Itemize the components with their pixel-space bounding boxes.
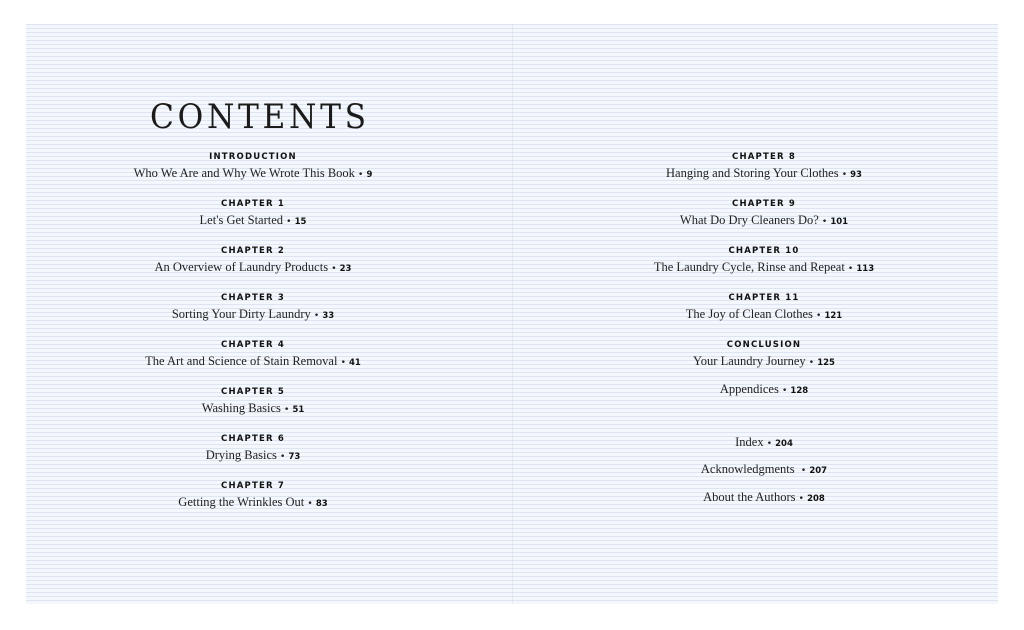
bullet-separator: • [358, 170, 364, 180]
entry-page-number: 208 [807, 494, 825, 504]
toc-entry [103, 244, 403, 276]
entry-label: CHAPTER 8 [732, 152, 796, 162]
entry-title: The Laundry Cycle, Rinse and Repeat [653, 260, 845, 274]
entry-title-line [103, 211, 403, 229]
entry-title: The Joy of Clean Clothes [685, 307, 813, 321]
toc-entry [103, 197, 403, 229]
entry-page-number: 51 [292, 405, 305, 415]
bullet-separator: • [781, 386, 788, 396]
entry-title: About the Authors [703, 490, 796, 504]
entry-page-number: 125 [817, 358, 835, 368]
entry-title-line [103, 305, 403, 323]
entry-label: CHAPTER 6 [221, 434, 285, 444]
bullet-separator: • [284, 405, 290, 415]
entry-title: Appendices [719, 382, 779, 396]
bullet-separator: • [307, 499, 313, 509]
entry-page-number: 41 [349, 358, 361, 368]
entry-page-number: 128 [790, 386, 809, 396]
entry-label: CHAPTER 11 [728, 293, 800, 303]
entry-page-number: 121 [824, 311, 843, 321]
bullet-separator: • [340, 358, 346, 368]
bullet-separator: • [798, 494, 804, 504]
toc-entry [103, 385, 403, 417]
entry-label: CHAPTER 7 [221, 481, 285, 491]
bullet-separator: • [800, 466, 807, 476]
toc-entry [103, 291, 403, 323]
entry-title-line [614, 488, 914, 506]
entry-title: Acknowledgments [700, 462, 798, 476]
entry-page-number: 113 [856, 264, 875, 274]
entry-label: CHAPTER 5 [221, 387, 285, 397]
entry-title: An Overview of Laundry Products [154, 260, 329, 274]
entry-label: CHAPTER 2 [221, 246, 285, 256]
toc-entry [103, 150, 403, 182]
entry-title: Washing Basics [201, 401, 281, 415]
bullet-separator: • [847, 264, 854, 274]
toc-entry [614, 488, 914, 506]
toc-entry [103, 479, 403, 511]
bullet-separator: • [286, 217, 292, 227]
entry-page-number: 23 [339, 264, 352, 274]
entry-title-line [103, 493, 403, 511]
entry-title-line [614, 164, 914, 182]
entry-title-line [614, 460, 914, 478]
entry-page-number: 207 [809, 466, 828, 476]
entry-title-line [103, 164, 403, 182]
entry-page-number: 83 [315, 499, 328, 509]
toc-entry [614, 244, 914, 276]
bullet-separator: • [331, 264, 337, 274]
entry-title-line [614, 433, 914, 451]
entry-page-number: 101 [830, 217, 849, 227]
entry-label: CHAPTER 4 [221, 340, 285, 350]
bullet-separator: • [313, 311, 320, 321]
toc-entry [614, 338, 914, 370]
entry-title: Your Laundry Journey [693, 354, 806, 368]
entry-label: INTRODUCTION [209, 152, 297, 162]
entry-label: CHAPTER 9 [732, 199, 796, 209]
entry-title-line [103, 352, 403, 370]
entry-title: What Do Dry Cleaners Do? [679, 213, 819, 227]
entry-title: Drying Basics [205, 448, 277, 462]
entry-page-number: 73 [288, 452, 301, 462]
bullet-separator: • [821, 217, 828, 227]
page-title: CONTENTS [150, 97, 370, 137]
entry-title-line [103, 399, 403, 417]
toc-entry [103, 338, 403, 370]
toc-entry [614, 460, 914, 478]
spine-gutter [512, 24, 513, 604]
entry-title-line [614, 380, 914, 398]
toc-entry [103, 432, 403, 464]
toc-entry [614, 291, 914, 323]
book-spread [26, 24, 998, 604]
bullet-separator: • [280, 452, 286, 462]
entry-page-number: 93 [850, 170, 862, 180]
entry-title: Getting the Wrinkles Out [178, 495, 305, 509]
entry-title-line [614, 211, 914, 229]
entry-title: Who We Are and Why We Wrote This Book [133, 166, 355, 180]
entry-title-line [103, 446, 403, 464]
bullet-separator: • [816, 311, 822, 321]
entry-title: Index [735, 435, 764, 449]
entry-page-number: 15 [294, 217, 307, 227]
toc-entry [614, 197, 914, 229]
toc-entry [614, 150, 914, 182]
entry-page-number: 9 [366, 170, 373, 180]
entry-label: CHAPTER 3 [221, 293, 285, 303]
entry-label: CONCLUSION [726, 340, 802, 350]
entry-label: CHAPTER 1 [221, 199, 285, 209]
entry-title: Hanging and Storing Your Clothes [666, 166, 839, 180]
entry-page-number: 33 [322, 311, 335, 321]
entry-label: CHAPTER 10 [728, 246, 800, 256]
entry-title: The Art and Science of Stain Removal [145, 354, 338, 368]
bullet-separator: • [766, 439, 773, 449]
bullet-separator: • [808, 358, 815, 368]
entry-page-number: 204 [775, 439, 793, 449]
entry-title-line [614, 305, 914, 323]
entry-title-line [103, 258, 403, 276]
toc-entry [614, 380, 914, 398]
toc-entry [614, 433, 914, 451]
entry-title: Let's Get Started [199, 213, 284, 227]
entry-title-line [614, 352, 914, 370]
bullet-separator: • [841, 170, 848, 180]
entry-title-line [614, 258, 914, 276]
entry-title: Sorting Your Dirty Laundry [171, 307, 311, 321]
